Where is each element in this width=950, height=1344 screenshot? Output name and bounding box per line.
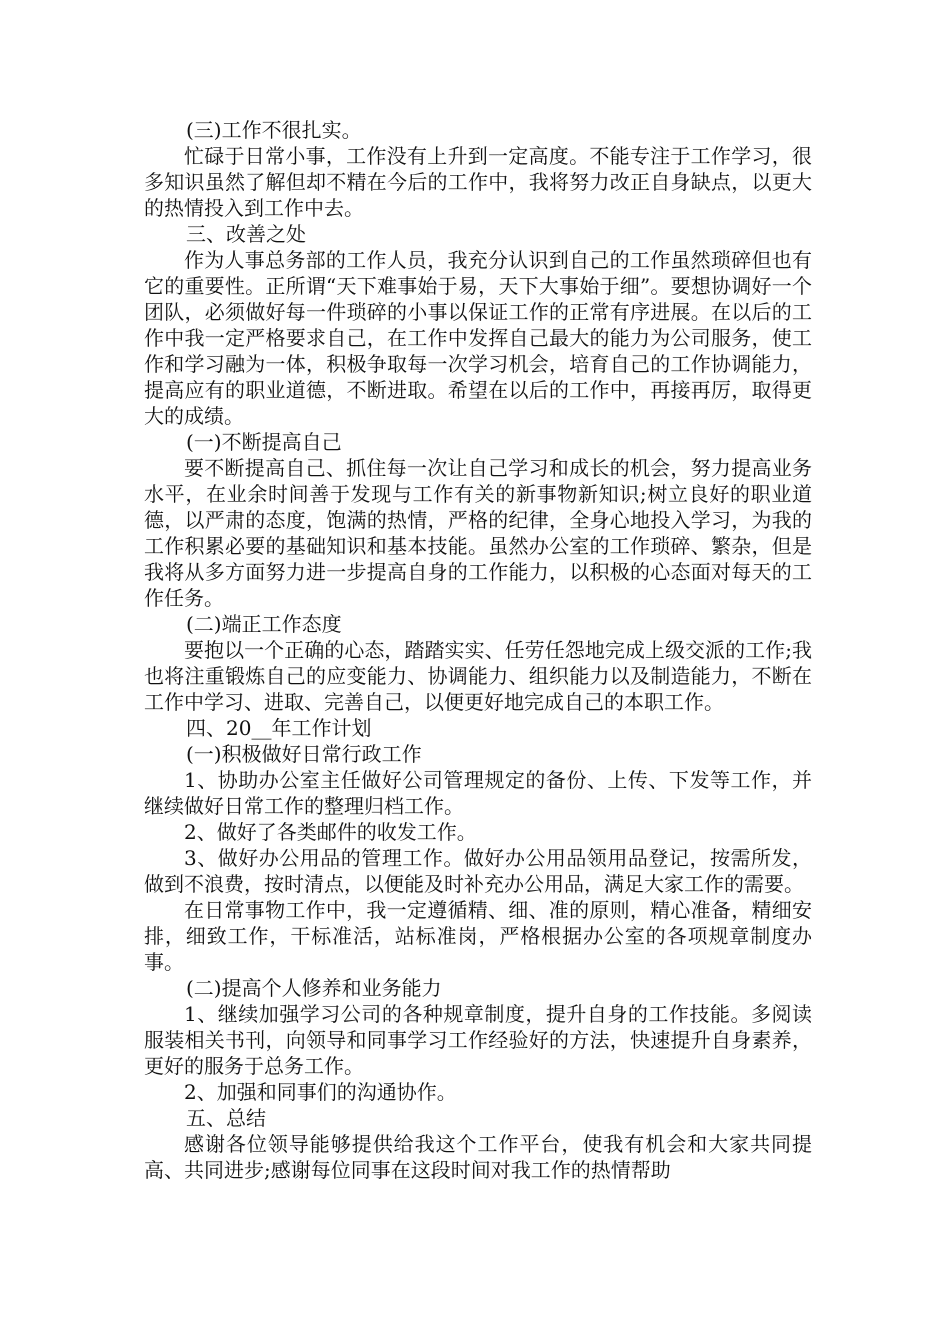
- list-item-plan-1: 1、协助办公室主任做好公司管理规定的备份、上传、下发等工作，并继续做好日常工作的整理归档工作。: [144, 768, 812, 818]
- paragraph-improvements: 作为人事总务部的工作人员，我充分认识到自己的工作虽然琐碎但也有它的重要性。正所谓“天下难事始于易，天下大事始于细”。要想协调好一个团队，必须做好每一件琐碎的小事以保证工作的正常有序进展。在以后的工作中我一定严格要求自己，在工作中发挥自己最大的能力为公司服务，使工作和学习融为一体，积极争取每一次学习机会，培育自己的工作协调能力，提高应有的职业道德，不断进取。希望在以后的工作中，再接再厉，取得更大的成绩。: [144, 248, 812, 428]
- list-item-plan-3: 3、做好办公用品的管理工作。做好办公用品领用品登记，按需所发，做到不浪费，按时清点，以便能及时补充办公用品，满足大家工作的需要。: [144, 846, 812, 896]
- list-item-plan-2: 2、做好了各类邮件的收发工作。: [184, 820, 477, 844]
- section-heading-summary: 五、总结: [186, 1106, 266, 1130]
- paragraph-self-improvement: 要不断提高自己、抓住每一次让自己学习和成长的机会，努力提高业务水平，在业余时间善于发现与工作有关的新事物新知识;树立良好的职业道德，以严肃的态度，饱满的热情，严格的纪律，全身心地投入学习，为我的工作积累必要的基础知识和基本技能。虽然办公室的工作琐碎、繁杂，但是我将从多方面努力进一步提高自身的工作能力，以积极的心态面对每天的工作任务。: [144, 456, 812, 610]
- subheading-work-attitude: (二)端正工作态度: [186, 612, 342, 636]
- paragraph-summary: 感谢各位领导能够提供给我这个工作平台，使我有机会和大家共同提高、共同进步;感谢每位同事在这段时间对我工作的热情帮助: [144, 1132, 812, 1182]
- paragraph-work-attitude: 要抱以一个正确的心态，踏踏实实、任劳任怨地完成上级交派的工作;我也将注重锻炼自己的应变能力、协调能力、组织能力以及制造能力，不断在工作中学习、进取、完善自己，以便更好地完成自己的本职工作。: [144, 638, 812, 714]
- section-heading-improvements: 三、改善之处: [186, 222, 306, 246]
- paragraph-daily-affairs: 在日常事物工作中，我一定遵循精、细、准的原则，精心准备，精细安排，细致工作，干标准活，站标准岗，严格根据办公室的各项规章制度办事。: [144, 898, 812, 974]
- subheading-admin-work: (一)积极做好日常行政工作: [186, 742, 422, 766]
- subheading-personal-development: (二)提高个人修养和业务能力: [186, 976, 442, 1000]
- list-item-development-2: 2、加强和同事们的沟通协作。: [184, 1080, 457, 1104]
- paragraph-shortcomings: 忙碌于日常小事，工作没有上升到一定高度。不能专注于工作学习，很多知识虽然了解但却不精在今后的工作中，我将努力改正自身缺点，以更大的热情投入到工作中去。: [144, 144, 812, 220]
- document-body: [144, 117, 812, 1183]
- section-heading-work-not-solid: (三)工作不很扎实。: [186, 118, 362, 142]
- section-heading-work-plan: 四、20__年工作计划: [186, 716, 372, 740]
- list-item-development-1: 1、继续加强学习公司的各种规章制度，提升自身的工作技能。多阅读服装相关书刊，向领导和同事学习工作经验好的方法，快速提升自身素养，更好的服务于总务工作。: [144, 1002, 812, 1078]
- subheading-self-improvement: (一)不断提高自己: [186, 430, 342, 454]
